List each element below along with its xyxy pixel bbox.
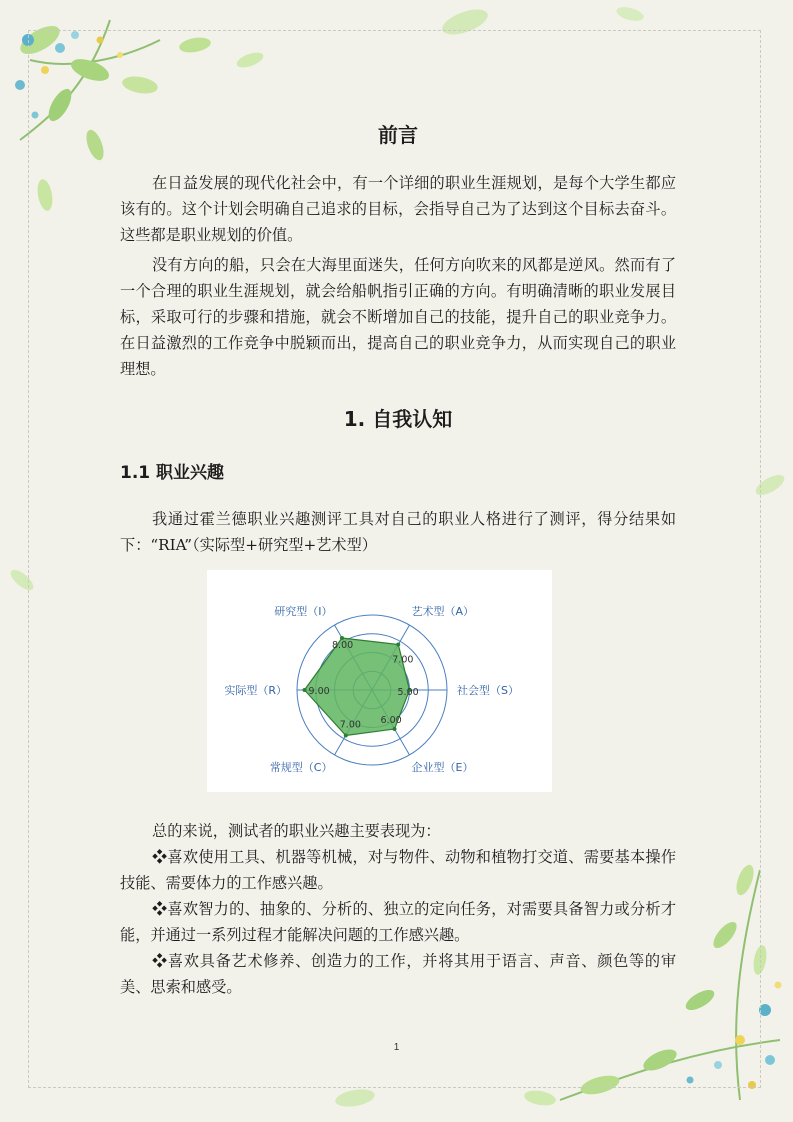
radar-value-label: 5.00 bbox=[397, 687, 419, 698]
radar-axis-label: 研究型（I） bbox=[274, 605, 333, 619]
radar-data-point bbox=[344, 733, 348, 737]
radar-chart-svg bbox=[207, 570, 552, 792]
radar-data-point bbox=[303, 688, 307, 692]
radar-data-point bbox=[393, 727, 397, 731]
radar-value-label: 9.00 bbox=[308, 686, 330, 697]
subsection-heading: 1.1 职业兴趣 bbox=[120, 463, 225, 483]
test-result-paragraph: 我通过霍兰德职业兴趣测评工具对自己的职业人格进行了测评，得分结果如下：“RIA”（实际型+研究型+艺术型） bbox=[120, 510, 676, 554]
page-title: 前言 bbox=[378, 123, 418, 147]
radar-value-label: 7.00 bbox=[392, 654, 414, 666]
bullet-item-1: ❖喜欢使用工具、机器等机械，对与物件、动物和植物打交道、需要基本操作技能、需要体力的工作感兴趣。 bbox=[120, 848, 676, 892]
holland-radar-chart bbox=[207, 570, 552, 792]
summary-intro: 总的来说，测试者的职业兴趣主要表现为： bbox=[152, 822, 441, 840]
bullet-item-2: ❖喜欢智力的、抽象的、分析的、独立的定向任务，对需要具备智力或分析才能，并通过一系列过程才能解决问题的工作感兴趣。 bbox=[120, 900, 676, 944]
radar-axis-label: 实际型（R） bbox=[224, 684, 287, 697]
page-number: 1 bbox=[393, 1042, 400, 1053]
radar-axis-label: 社会型（S） bbox=[457, 684, 519, 697]
radar-value-label: 7.00 bbox=[339, 719, 361, 731]
intro-paragraph-1: 在日益发展的现代化社会中，有一个详细的职业生涯规划，是每个大学生都应该有的。这个计划会明确自己追求的目标，会指导自己为了达到这个目标去奋斗。这些都是职业规划的价值。 bbox=[120, 174, 676, 244]
radar-axis-label: 常规型（C） bbox=[269, 760, 333, 774]
bullet-item-3: ❖喜欢具备艺术修养、创造力的工作，并将其用于语言、声音、颜色等的审美、思索和感受。 bbox=[120, 952, 676, 996]
radar-axis-label: 企业型（E） bbox=[411, 760, 474, 774]
radar-data-point bbox=[396, 643, 400, 647]
radar-axis-label: 艺术型（A） bbox=[411, 605, 475, 619]
intro-paragraph-2: 没有方向的船，只会在大海里面迷失，任何方向吹来的风都是逆风。然而有了一个合理的职业生涯规划，就会给船帆指引正确的方向。有明确清晰的职业发展目标，采取可行的步骤和措施，就会不断增加自己的技能，提升自己的职业竞争力。在日益激烈的工作竞争中脱颖而出，提高自己的职业竞争力，从而实现自己的职业理想。 bbox=[120, 256, 676, 378]
section-heading: 1. 自我认知 bbox=[343, 407, 453, 431]
radar-value-label: 6.00 bbox=[380, 714, 402, 726]
radar-value-label: 8.00 bbox=[332, 640, 354, 652]
